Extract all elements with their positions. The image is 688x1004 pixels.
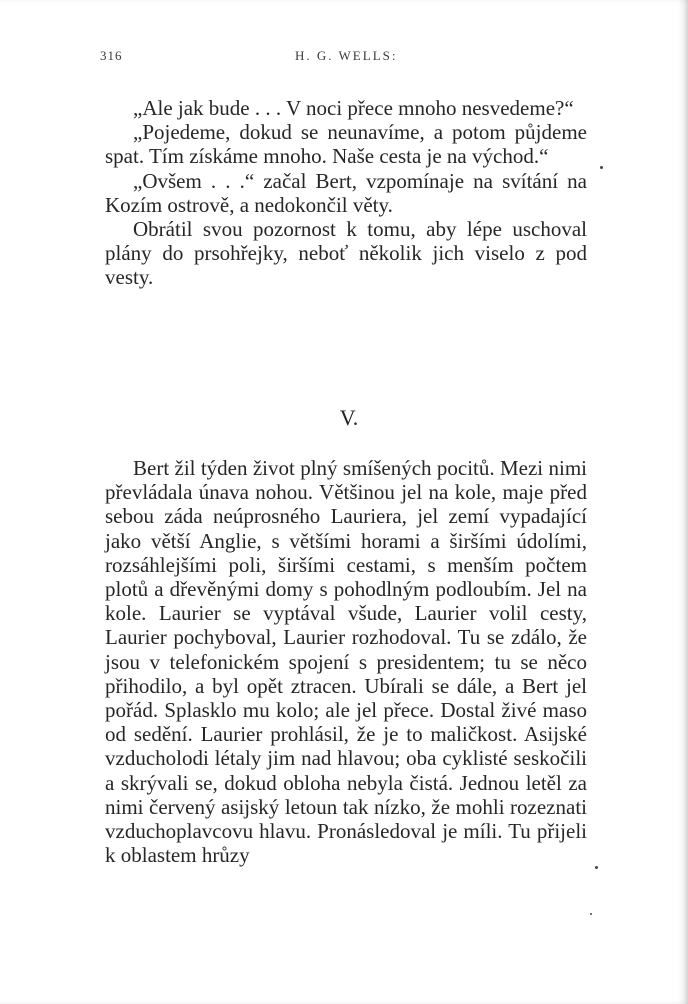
page-number: 316 xyxy=(100,48,123,63)
paragraph: „Ovšem . . .“ začal Bert, vzpomínaje na svítání na Kozím ostrově, a nedokončil věty. xyxy=(105,168,587,217)
print-speck xyxy=(590,913,592,915)
paragraph: „Pojedeme, dokud se neunavíme, a potom půjdeme spat. Tím získáme mnoho. Naše cesta je na východ.“ xyxy=(105,120,587,169)
print-speck xyxy=(600,166,603,169)
paragraph: Obrátil svou pozornost k tomu, aby lépe uschoval plány do prsohřejky, neboť několik jich viselo z pod vesty. xyxy=(105,217,587,290)
paragraph: „Ale jak bude . . . V noci přece mnoho nesvedeme?“ xyxy=(133,96,574,120)
print-speck xyxy=(595,866,598,869)
chapter-heading: V. xyxy=(339,405,359,430)
chapter-body xyxy=(105,456,587,867)
paragraph: Bert žil týden život plný smíšených pocitů. Mezi nimi převládala únava nohou. Většinou jel na kole, maje před sebou záda neúprosného Lauriera, jel zemí vypadající jako větší Anglie, s většími horami a širšími údolími, rozsáhlejšími poli, širšími cestami, s menším počtem plotů a dřevěnými domy s pohodlným podloubím. Jel na kole. Laurier se vyptával všude, Laurier volil cesty, Laurier pochyboval, Laurier rozhodoval. Tu se zdálo, že jsou v telefonickém spojení s presidentem; tu se něco přihodilo, a byl opět ztracen. Ubírali se dále, a Bert jel pořád. Splasklo mu kolo; ale jel přece. Dostal živé maso od sedění. Laurier prohlásil, že je to maličkost. Asijské vzducholodi létaly jim nad hlavou; oba cyklisté seskočili a skrývali se, dokud obloha nebyla čistá. Jednou letěl za nimi červený asijský letoun tak nízko, že mohli rozeznati vzduchoplavcovu hlavu. Pronásledoval je míli. Tu přijeli k oblastem hrůzy xyxy=(105,456,587,868)
running-title: H. G. WELLS: xyxy=(295,48,398,63)
dialogue-section xyxy=(105,96,587,290)
running-head xyxy=(100,48,600,70)
